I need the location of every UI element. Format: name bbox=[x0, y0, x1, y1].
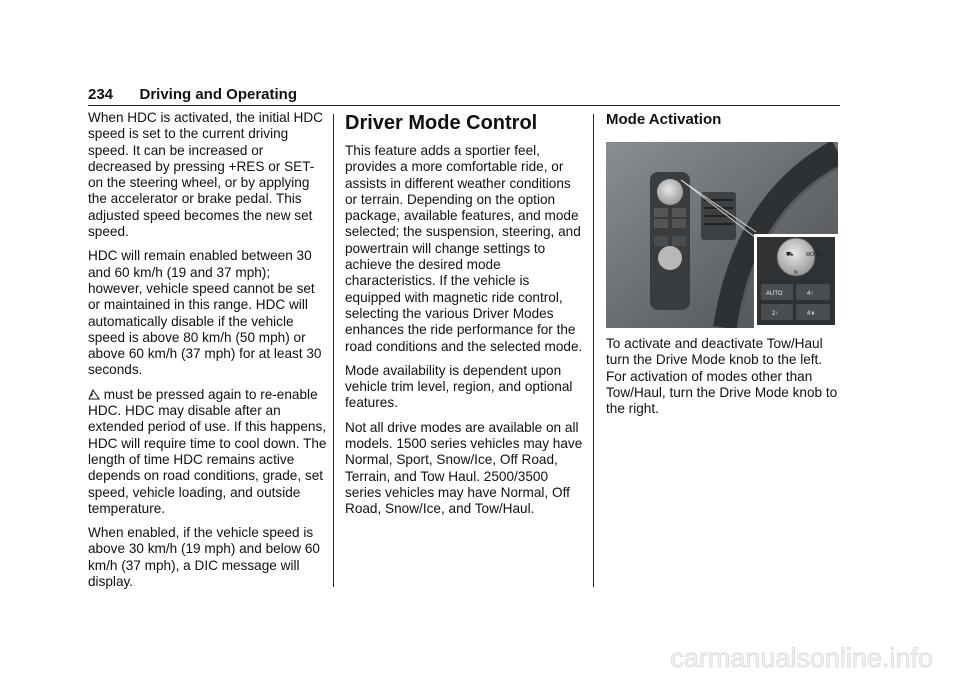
paragraph: To activate and deactivate Tow/Haul turn the Drive Mode knob to the left. For activation of modes other than Tow/Haul, turn the Drive Mode knob to the right. bbox=[606, 336, 838, 417]
section-title: Driving and Operating bbox=[139, 86, 297, 103]
driver-mode-control-photo bbox=[606, 142, 838, 328]
watermark-text: carmanualsonline.info bbox=[670, 643, 933, 673]
header-rule bbox=[88, 105, 840, 106]
mode-label: MODE bbox=[806, 252, 821, 258]
n-label: N bbox=[794, 270, 798, 276]
hill-descent-icon bbox=[88, 388, 100, 400]
page-number: 234 bbox=[88, 86, 114, 103]
svg-text:2↑: 2↑ bbox=[772, 311, 779, 317]
column-divider-1 bbox=[333, 114, 334, 587]
watermark bbox=[528, 640, 938, 674]
paragraph: Mode availability is dependent upon vehicle trim level, region, and optional features. bbox=[345, 362, 573, 411]
paragraph: HDC will remain enabled between 30 and 60 km/h (19 and 37 mph); however, vehicle speed cannot be set or maintained in this range. HDC will automatically disable if the vehicle speed is above 80 km/h (50 mph) or above 60 km/h (37 mph) for at least 30 seconds. bbox=[88, 248, 322, 378]
paragraph: When HDC is activated, the initial HDC speed is set to the current driving speed. It can be increased or decreased by pressing +RES or SET- on the steering wheel, or by applying the accelerator or brake pedal. This adjusted speed becomes the new set speed. bbox=[88, 110, 323, 240]
paragraph: When enabled, if the vehicle speed is above 30 km/h (19 mph) and below 60 km/h (37 mph), a DIC message will display. bbox=[88, 525, 320, 590]
svg-text:4↡: 4↡ bbox=[807, 311, 816, 317]
svg-text:⛟: ⛟ bbox=[786, 252, 794, 258]
column-divider-2 bbox=[593, 114, 594, 587]
svg-text:4↑: 4↑ bbox=[807, 291, 814, 297]
paragraph bbox=[88, 387, 328, 517]
paragraph: Not all drive modes are available on all models. 1500 series vehicles may have Normal, Sport, Snow/Ice, Off Road, Terrain, and Tow Haul. 2500/3500 series vehicles may have Normal, Off Road, Snow/Ice, and Tow/Haul. bbox=[345, 419, 583, 517]
heading-mode-activation: Mode Activation bbox=[606, 111, 722, 128]
column-2 bbox=[345, 112, 583, 526]
svg-text:AUTO: AUTO bbox=[766, 291, 783, 297]
paragraph: This feature adds a sportier feel, provides a more comfortable ride, or assists in different weather conditions or terrain. Depending on the option package, available features, and mode selected; the suspension, steering, and powertrain will change settings to achieve the desired mode characteristics. If the vehicle is equipped with magnetic ride control, selecting the various Driver Modes enhances the ride performance for the road conditions and the selected mode. bbox=[345, 143, 583, 354]
paragraph-text: must be pressed again to re-enable HDC. HDC may disable after an extended period of use. If this happens, HDC will require time to cool down. The length of time HDC remains active depends on road conditions, grade, set speed, vehicle loading, and outside temperature. bbox=[88, 386, 327, 516]
page-header bbox=[88, 86, 840, 104]
column-1 bbox=[88, 110, 328, 598]
column-3 bbox=[606, 112, 842, 425]
heading-driver-mode-control: Driver Mode Control bbox=[345, 112, 538, 134]
